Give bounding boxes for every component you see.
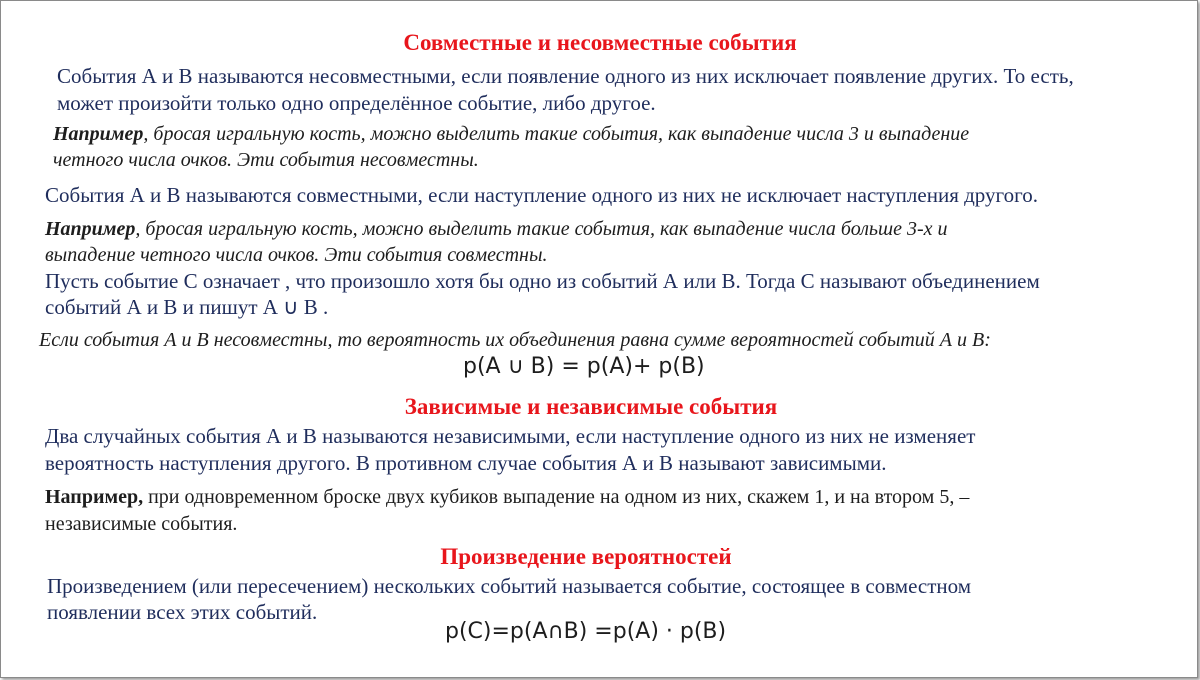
union-rule: Если события А и В несовместны, то вероятность их объединения равна сумме вероятностей событий А и В: bbox=[39, 329, 991, 351]
example1-line1-text: , бросая игральную кость, можно выделить такие события, как выпадение числа 3 и выпадение bbox=[143, 123, 970, 145]
dependent-def-line1: Два случайных события А и В называются независимыми, если наступление одного из них не изменяет bbox=[45, 424, 976, 448]
example2-label: Например bbox=[45, 218, 136, 240]
example2-line1 bbox=[45, 216, 948, 242]
section-title-joint: Совместные и несовместные события bbox=[403, 30, 797, 55]
dependent-example-text: при одновременном броске двух кубиков выпадение на одном из них, скажем 1, и на втором 5, – bbox=[143, 486, 970, 508]
def-incompatible-line2: может произойти только одно определённое событие, либо другое. bbox=[57, 91, 656, 115]
def-incompatible-line1: События А и В называются несовместными, если появление одного из них исключает появление других. То есть, bbox=[57, 64, 1074, 88]
dependent-example-line1 bbox=[45, 484, 969, 510]
dependent-example-label: Например, bbox=[45, 486, 144, 508]
product-def-line1: Произведением (или пересечением) нескольких событий называется событие, состоящее в совместном bbox=[47, 574, 972, 598]
dependent-example-line2: независимые события. bbox=[45, 513, 238, 535]
example1-line2: четного числа очков. Эти события несовместны. bbox=[53, 149, 479, 171]
union-line2: событий А и В и пишут А ∪ В . bbox=[45, 295, 329, 319]
union-line1: Пусть событие С означает , что произошло хотя бы одно из событий А или В. Тогда С называют объединением bbox=[45, 269, 1040, 293]
example2-line2: выпадение четного числа очков. Эти события совместны. bbox=[45, 244, 548, 266]
product-def-line2: появлении всех этих событий. bbox=[47, 600, 318, 624]
example1-label: Например bbox=[53, 123, 144, 145]
example2-line1-text: , бросая игральную кость, можно выделить такие события, как выпадение числа больше 3-х и bbox=[135, 218, 948, 240]
section-title-product: Произведение вероятностей bbox=[440, 544, 732, 569]
product-formula: p(C)=p(A∩B) =p(A) · p(B) bbox=[445, 619, 727, 644]
def-compatible: События А и В называются совместными, если наступление одного из них не исключает наступления другого. bbox=[45, 183, 1038, 207]
section-title-dependent: Зависимые и независимые события bbox=[404, 394, 778, 419]
dependent-def-line2: вероятность наступления другого. В противном случае события А и В называют зависимыми. bbox=[45, 451, 887, 475]
example1-line1 bbox=[53, 121, 969, 147]
union-formula: p(A ∪ B) = p(A)+ p(B) bbox=[463, 354, 705, 379]
